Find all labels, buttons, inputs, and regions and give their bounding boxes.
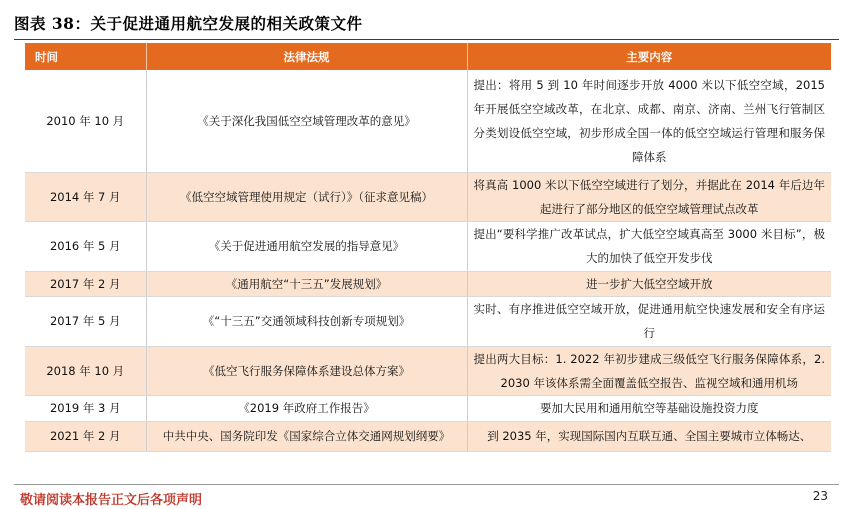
row-content: 实时、有序推进低空空域开放，促进通用航空快速发展和安全有序运行 — [467, 296, 831, 346]
table-row — [25, 172, 831, 221]
table-header-row — [25, 43, 831, 70]
row-content: 提出：将用 5 到 10 年时间逐步开放 4000 米以下低空空域，2015 年开展低空空域改革，在北京、成都、南京、济南、兰州飞行管制区分类划设低空空域，初步形成全国一体的低空空域运行管理和服务保障体系 — [467, 70, 831, 172]
row-time: 2014 年 7 月 — [25, 172, 146, 221]
header-content: 主要内容 — [467, 43, 831, 70]
row-time: 2021 年 2 月 — [25, 421, 146, 451]
figure-title: 图表 38：关于促进通用航空发展的相关政策文件 — [14, 14, 363, 33]
row-content: 到 2035 年，实现国际国内互联互通、全国主要城市立体畅达、 — [467, 421, 831, 451]
row-content: 进一步扩大低空空域开放 — [467, 271, 831, 296]
row-time: 2018 年 10 月 — [25, 346, 146, 395]
row-time: 2017 年 5 月 — [25, 296, 146, 346]
row-law: 《低空飞行服务保障体系建设总体方案》 — [146, 346, 467, 395]
row-content: 提出“要科学推广改革试点，扩大低空空域真高至 3000 米目标”，极大的加快了低空开发步伐 — [467, 221, 831, 271]
table-row — [25, 221, 831, 271]
row-time: 2019 年 3 月 — [25, 395, 146, 421]
header-time: 时间 — [25, 43, 146, 70]
row-time: 2016 年 5 月 — [25, 221, 146, 271]
row-time: 2010 年 10 月 — [25, 70, 146, 172]
table-row — [25, 271, 831, 296]
header-law: 法律法规 — [146, 43, 467, 70]
table-row — [25, 70, 831, 172]
row-content: 要加大民用和通用航空等基础设施投资力度 — [467, 395, 831, 421]
policy-table — [25, 43, 831, 452]
row-content: 提出两大目标：1. 2022 年初步建成三级低空飞行服务保障体系，2. 2030 年该体系需全面覆盖低空报告、监视空域和通用机场 — [467, 346, 831, 395]
table-row — [25, 395, 831, 421]
row-law: 《关于深化我国低空空域管理改革的意见》 — [146, 70, 467, 172]
row-law: 《关于促进通用航空发展的指导意见》 — [146, 221, 467, 271]
table-row — [25, 346, 831, 395]
footer-divider — [14, 484, 839, 485]
row-law: 《低空空域管理使用规定（试行）》（征求意见稿） — [146, 172, 467, 221]
row-law: 《2019 年政府工作报告》 — [146, 395, 467, 421]
table-row — [25, 421, 831, 451]
row-law: 中共中央、国务院印发《国家综合立体交通网规划纲要》 — [146, 421, 467, 451]
row-content: 将真高 1000 米以下低空空域进行了划分，并据此在 2014 年后边年起进行了部分地区的低空空域管理试点改革 — [467, 172, 831, 221]
title-divider — [14, 39, 839, 40]
page-number: 23 — [812, 489, 828, 503]
row-time: 2017 年 2 月 — [25, 271, 146, 296]
table-row — [25, 296, 831, 346]
row-law: 《通用航空“十三五”发展规划》 — [146, 271, 467, 296]
row-law: 《“十三五”交通领域科技创新专项规划》 — [146, 296, 467, 346]
disclaimer-text: 敬请阅读本报告正文后各项声明 — [20, 493, 203, 508]
